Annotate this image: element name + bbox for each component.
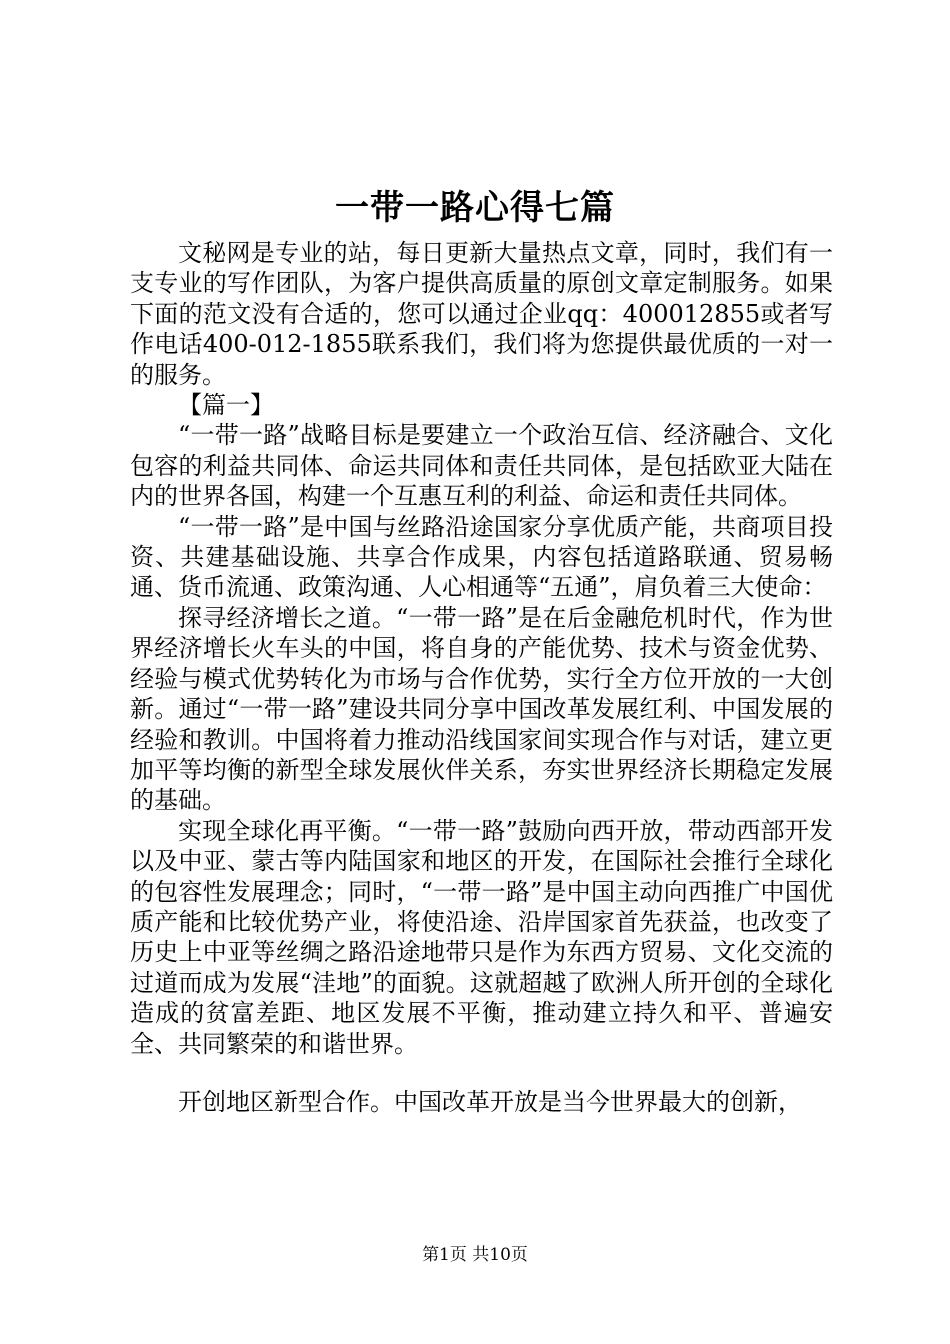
- body-paragraph: 探寻经济增长之道。“一带一路”是在后金融危机时代，作为世界经济增长火车头的中国，将自身的产能优势、技术与资金优势、经验与模式优势转化为市场与合作优势，实行全方位开放的一大创新。通过“一带一路”建设共同分享中国改革发展红利、中国发展的经验和教训。中国将着力推动沿线国家间实现合作与对话，建立更加平等均衡的新型全球发展伙伴关系，夯实世界经济长期稳定发展的基础。: [130, 603, 833, 815]
- page-footer: 第1页 共10页: [422, 1245, 528, 1265]
- intro-paragraph: 文秘网是专业的站，每日更新大量热点文章，同时，我们有一支专业的写作团队，为客户提供高质量的原创文章定制服务。如果下面的范文没有合适的，您可以通过企业qq：400012855或者写作电话400-012-1855联系我们，我们将为您提供最优质的一对一的服务。: [130, 239, 833, 389]
- section-heading: 【篇一】: [178, 391, 274, 420]
- body-paragraph: 实现全球化再平衡。“一带一路”鼓励向西开放，带动西部开发以及中亚、蒙古等内陆国家和地区的开发，在国际社会推行全球化的包容性发展理念；同时，“一带一路”是中国主动向西推广中国优质产能和比较优势产业，将使沿途、沿岸国家首先获益，也改变了历史上中亚等丝绸之路沿途地带只是作为东西方贸易、文化交流的过道而成为发展“洼地”的面貌。这就超越了欧洲人所开创的全球化造成的贫富差距、地区发展不平衡，推动建立持久和平、普遍安全、共同繁荣的和谐世界。: [130, 816, 833, 1058]
- body-paragraph: “一带一路”是中国与丝路沿途国家分享优质产能，共商项目投资、共建基础设施、共享合作成果，内容包括道路联通、贸易畅通、货币流通、政策沟通、人心相通等“五通”，肩负着三大使命：: [130, 512, 833, 602]
- body-paragraph: 开创地区新型合作。中国改革开放是当今世界最大的创新，: [178, 1087, 802, 1116]
- document-title: 一带一路心得七篇: [335, 188, 615, 228]
- document-body: [130, 238, 833, 1117]
- body-paragraph: “一带一路”战略目标是要建立一个政治互信、经济融合、文化包容的利益共同体、命运共同体和责任共同体，是包括欧亚大陆在内的世界各国，构建一个互惠互利的利益、命运和责任共同体。: [130, 421, 833, 511]
